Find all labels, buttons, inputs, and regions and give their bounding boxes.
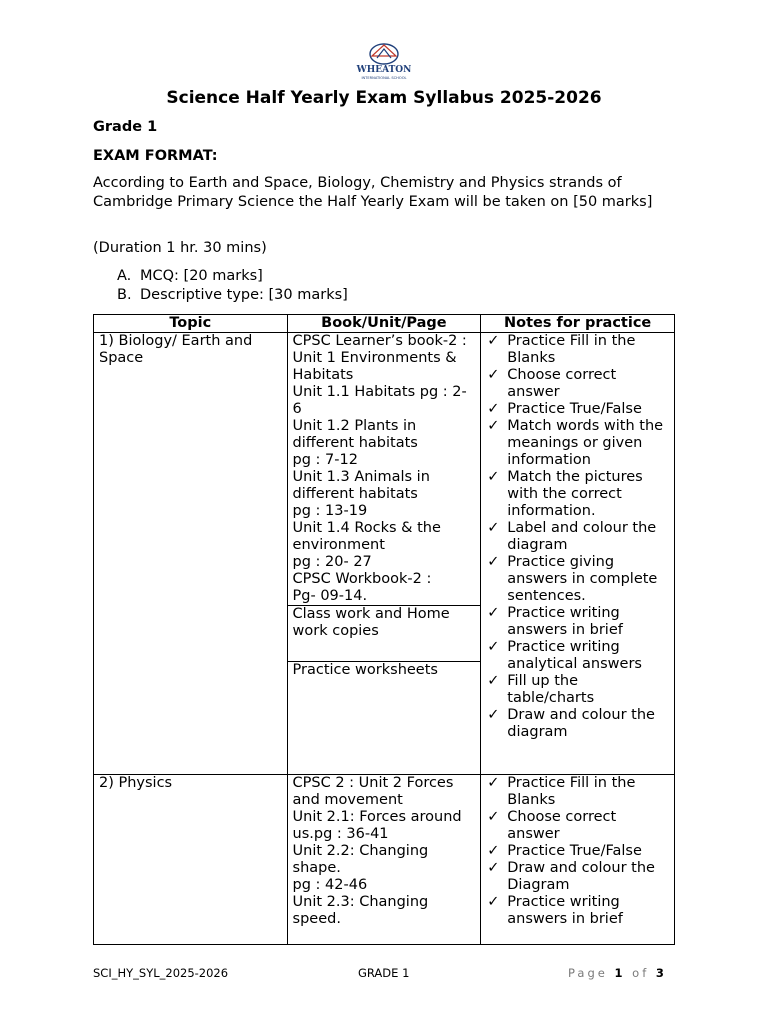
- checkmark-list-item: ✓ Match the pictures with the correct information.: [484, 469, 669, 520]
- book-line: CPSC 2 : Unit 2 Forces and movement: [292, 775, 454, 808]
- book-line: pg : 20- 27: [292, 554, 372, 570]
- book-line: Class work and Home work copies: [292, 606, 450, 639]
- of-word: of: [632, 966, 650, 980]
- list-text: Descriptive type: [30 marks]: [140, 287, 348, 303]
- checkmark-list-item: ✓ Choose correct answer: [484, 809, 669, 843]
- checkmark-list-item: ✓ Practice Fill in the Blanks: [484, 333, 669, 367]
- school-logo: [341, 42, 427, 82]
- topic-cell: 1) Biology/ Earth and Space: [94, 333, 288, 775]
- book-cell: [287, 775, 481, 945]
- list-marker: B.: [117, 287, 132, 303]
- checkmark-list-item: ✓ Practice writing answers in brief: [484, 894, 669, 928]
- notes-list: [484, 333, 669, 741]
- checkmark-list-item: ✓ Label and colour the diagram: [484, 520, 669, 554]
- checkmark-list-item: ✓ Match words with the meanings or given information: [484, 418, 669, 469]
- checkmark-list-item: ✓ Practice Fill in the Blanks: [484, 775, 669, 809]
- notes-cell: [481, 775, 675, 945]
- logo-subtext: INTERNATIONAL SCHOOL: [361, 76, 407, 80]
- notes-list: [484, 775, 669, 928]
- exam-format-heading: EXAM FORMAT:: [93, 148, 218, 164]
- table-row: [94, 333, 675, 775]
- column-header: Topic: [94, 315, 288, 333]
- book-cell: [287, 333, 481, 775]
- column-header: Book/Unit/Page: [287, 315, 481, 333]
- checkmark-list-item: ✓ Practice giving answers in complete sentences.: [484, 554, 669, 605]
- book-line: pg : 7-12: [292, 452, 358, 468]
- topic-cell: 2) Physics: [94, 775, 288, 945]
- book-line: pg : 13-19: [292, 503, 368, 519]
- footer-doc-code: SCI_HY_SYL_2025-2026: [93, 966, 229, 980]
- book-section: [288, 662, 481, 679]
- book-line: Unit 1.1 Habitats pg : 2-6: [292, 384, 467, 417]
- book-line: Unit 1.4 Rocks & the environment: [292, 520, 441, 553]
- page-total: 3: [655, 966, 667, 980]
- book-line: Unit 2.3: Changing speed.: [292, 894, 429, 927]
- list-item: [117, 286, 348, 305]
- intro-paragraph: According to Earth and Space, Biology, Chemistry and Physics strands of Cambridge Primary Science the Half Yearly Exam will be taken on [50 marks]: [93, 175, 653, 210]
- book-line: us.pg : 36-41: [292, 826, 389, 842]
- notes-cell: [481, 333, 675, 775]
- table-row: [94, 775, 675, 945]
- book-line: Unit 1.3 Animals in different habitats: [292, 469, 430, 502]
- book-line: pg : 42-46: [292, 877, 368, 893]
- book-line: Unit 1.2 Plants in different habitats: [292, 418, 418, 451]
- grade-label: Grade 1: [93, 119, 158, 135]
- book-line: Pg- 09-14.: [292, 588, 368, 604]
- column-header: Notes for practice: [481, 315, 675, 333]
- book-section: [288, 606, 481, 662]
- syllabus-table: [93, 314, 675, 945]
- book-line: Unit 2.2: Changing shape.: [292, 843, 429, 876]
- parts-list: [117, 267, 348, 305]
- checkmark-list-item: ✓ Draw and colour the diagram: [484, 707, 669, 741]
- checkmark-list-item: ✓ Fill up the table/charts: [484, 673, 669, 707]
- checkmark-list-item: ✓ Practice True/False: [484, 843, 669, 860]
- footer-grade: GRADE 1: [358, 966, 410, 980]
- checkmark-list-item: ✓ Draw and colour the Diagram: [484, 860, 669, 894]
- checkmark-list-item: ✓ Choose correct answer: [484, 367, 669, 401]
- table-header-row: [94, 315, 675, 333]
- page-word: Page: [568, 966, 608, 980]
- duration-text: (Duration 1 hr. 30 mins): [93, 240, 267, 256]
- book-line: CPSC Learner’s book-2 : Unit 1 Environments & Habitats: [292, 333, 467, 383]
- book-section: [288, 775, 481, 928]
- checkmark-list-item: ✓ Practice True/False: [484, 401, 669, 418]
- book-section: [288, 333, 481, 606]
- book-line: Unit 2.1: Forces around: [292, 809, 462, 825]
- list-text: MCQ: [20 marks]: [140, 268, 263, 284]
- logo-text: WHEATON: [356, 65, 412, 75]
- list-item: [117, 267, 348, 286]
- page-current: 1: [614, 966, 626, 980]
- book-line: CPSC Workbook-2 :: [292, 571, 432, 587]
- page-number: [568, 966, 667, 980]
- book-line: Practice worksheets: [292, 662, 438, 678]
- page-title: Science Half Yearly Exam Syllabus 2025-2026: [166, 88, 602, 108]
- list-marker: A.: [117, 268, 132, 284]
- checkmark-list-item: ✓ Practice writing answers in brief: [484, 605, 669, 639]
- checkmark-list-item: ✓ Practice writing analytical answers: [484, 639, 669, 673]
